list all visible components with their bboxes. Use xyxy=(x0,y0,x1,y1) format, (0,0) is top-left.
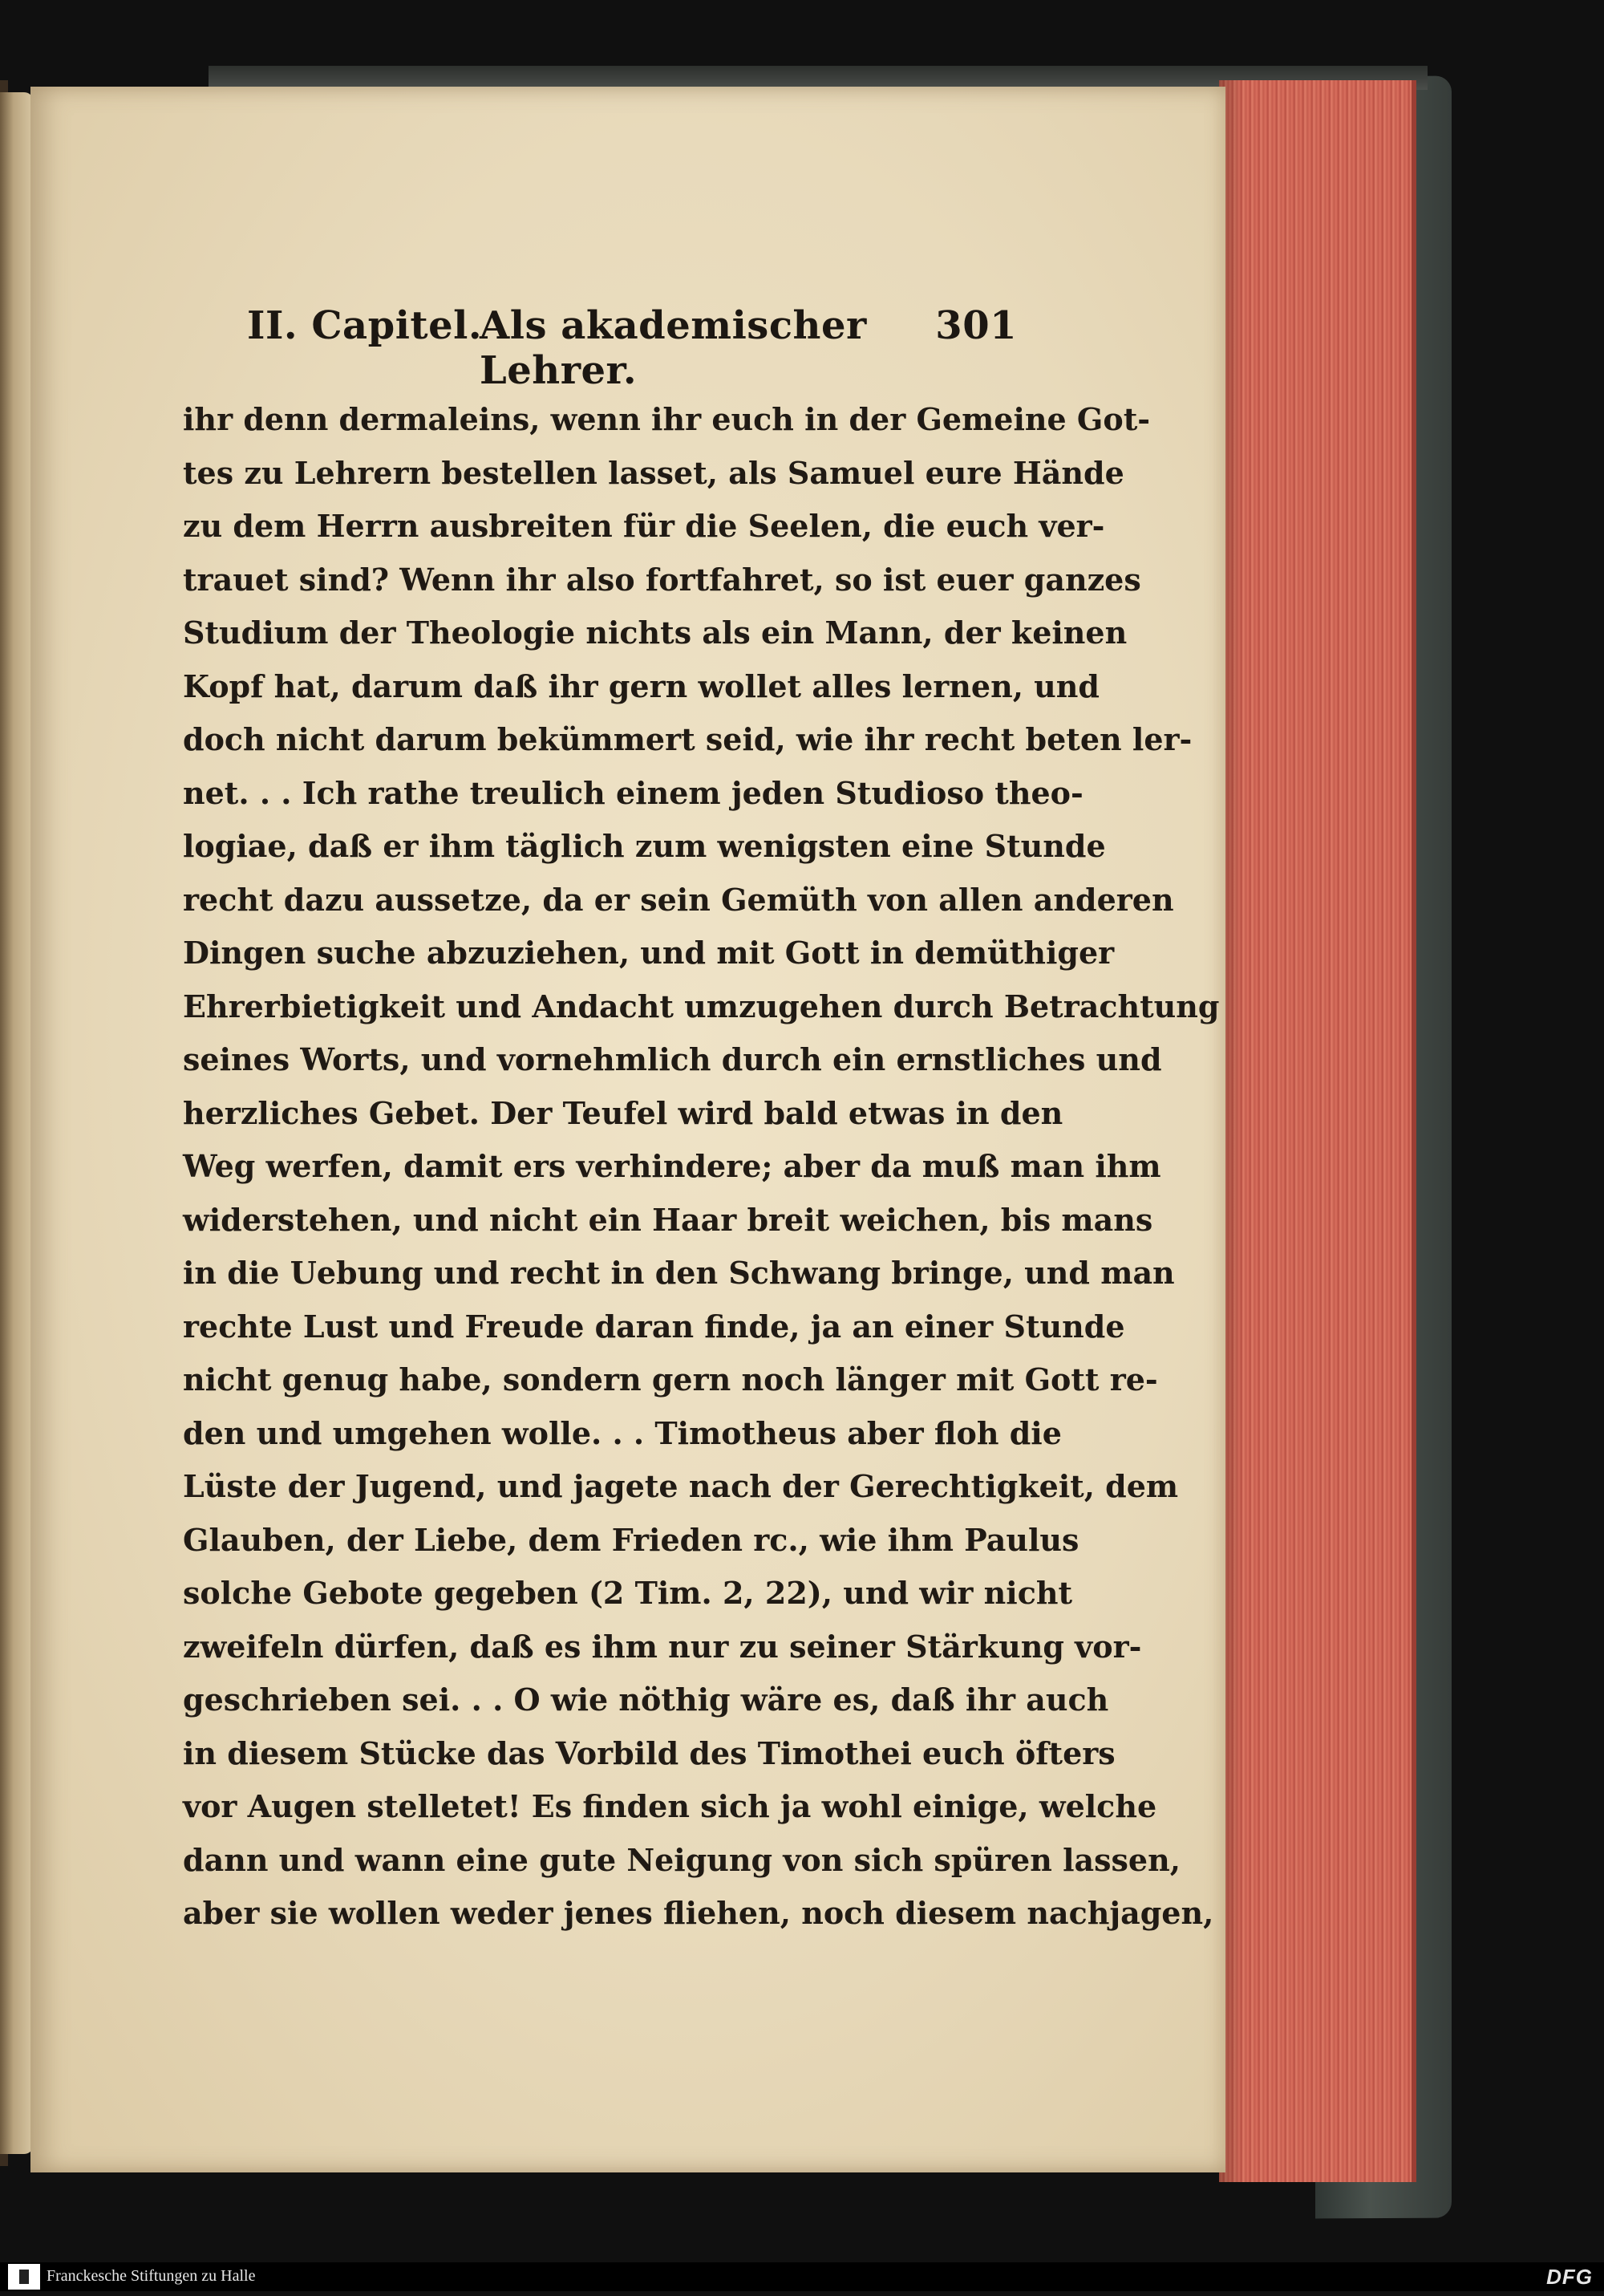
text-line: tes zu Lehrern bestellen lasset, als Samuel eure Hände xyxy=(183,454,1124,491)
text-line: Glauben, der Liebe, dem Frieden rc., wie ihm Paulus xyxy=(183,1521,1079,1558)
text-line: solche Gebote gegeben (2 Tim. 2, 22), und wir nicht xyxy=(183,1575,1073,1611)
funder-logo: DFG xyxy=(1546,2265,1593,2289)
text-line: aber sie wollen weder jenes fliehen, noch diesem nachjagen, xyxy=(183,1895,1214,1931)
left-page-edge xyxy=(0,92,34,2154)
text-line: herzliches Gebet. Der Teufel wird bald etwas in den xyxy=(183,1094,1063,1131)
text-line: nicht genug habe, sondern gern noch länger mit Gott re- xyxy=(183,1361,1158,1397)
running-header xyxy=(247,303,1017,393)
body-text xyxy=(183,393,1220,1941)
footer-institution: Franckesche Stiftungen zu Halle xyxy=(47,2267,256,2285)
page-number: 301 xyxy=(935,303,1017,348)
chapter-label: II. Capitel. xyxy=(247,303,483,348)
text-line: logiae, daß er ihm täglich zum wenigsten eine Stunde xyxy=(183,828,1106,864)
text-line: Studium der Theologie nichts als ein Mann, der keinen xyxy=(183,615,1128,651)
text-line: Ehrerbietigkeit und Andacht umzugehen durch Betrachtung xyxy=(183,988,1220,1024)
text-line: zu dem Herrn ausbreiten für die Seelen, die euch ver- xyxy=(183,508,1105,544)
text-line: net. . . Ich rathe treulich einem jeden Studioso theo- xyxy=(183,774,1084,811)
text-line: dann und wann eine gute Neigung von sich spüren lassen, xyxy=(183,1841,1181,1878)
text-line: den und umgehen wolle. . . Timotheus aber floh die xyxy=(183,1414,1062,1451)
text-line: Weg werfen, damit ers verhindere; aber da muß man ihm xyxy=(183,1148,1161,1184)
text-line: seines Worts, und vornehmlich durch ein ernstliches und xyxy=(183,1041,1162,1077)
text-line: Lüste der Jugend, und jagete nach der Gerechtigkeit, dem xyxy=(183,1468,1179,1504)
text-line: zweifeln dürfen, daß es ihm nur zu seiner Stärkung vor- xyxy=(183,1628,1142,1665)
text-line: Dingen suche abzuziehen, und mit Gott in demüthiger xyxy=(183,935,1115,971)
running-title: Als akademischer Lehrer. xyxy=(480,303,867,393)
text-line: doch nicht darum bekümmert seid, wie ihr recht beten ler- xyxy=(183,721,1193,757)
text-line: rechte Lust und Freude daran finde, ja an einer Stunde xyxy=(183,1308,1125,1345)
red-page-edges xyxy=(1219,80,1416,2182)
text-line: ihr denn dermaleins, wenn ihr euch in der Gemeine Got- xyxy=(183,401,1151,437)
text-line: in diesem Stücke das Vorbild des Timothei euch öfters xyxy=(183,1734,1116,1771)
text-line: in die Uebung und recht in den Schwang bringe, und man xyxy=(183,1255,1175,1291)
text-line: widerstehen, und nicht ein Haar breit weichen, bis mans xyxy=(183,1201,1153,1238)
text-line: geschrieben sei. . . O wie nöthig wäre es, daß ihr auch xyxy=(183,1681,1109,1718)
text-line: recht dazu aussetze, da er sein Gemüth von allen anderen xyxy=(183,881,1174,918)
text-line: Kopf hat, darum daß ihr gern wollet alles lernen, und xyxy=(183,667,1100,704)
text-line: trauet sind? Wenn ihr also fortfahret, so ist euer ganzes xyxy=(183,561,1141,598)
institution-logo-icon xyxy=(8,2264,40,2290)
text-line: vor Augen stelletet! Es finden sich ja wohl einige, welche xyxy=(183,1788,1157,1824)
book-page xyxy=(30,87,1225,2172)
